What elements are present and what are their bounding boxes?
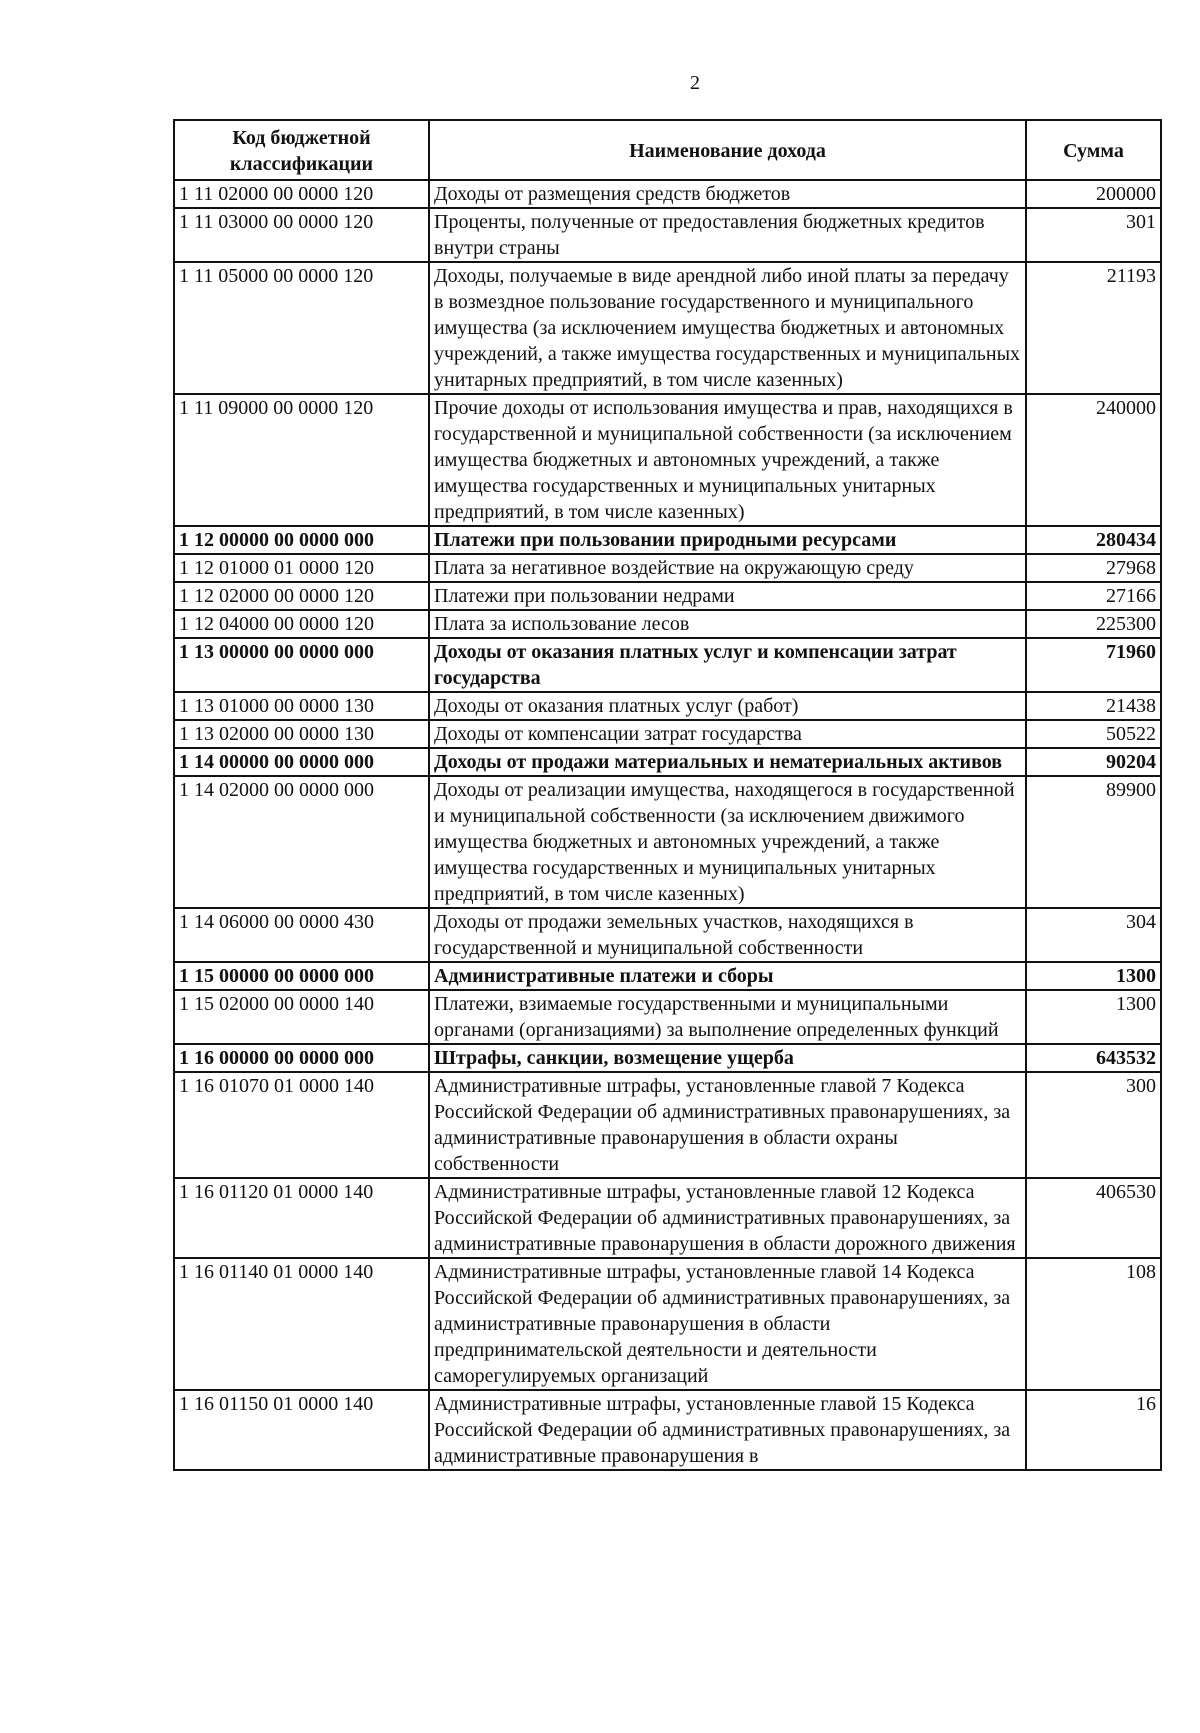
row-amount: 1300 (1026, 962, 1161, 990)
table-body (174, 180, 1161, 1470)
row-code: 1 16 01120 01 0000 140 (174, 1178, 429, 1258)
row-code: 1 13 02000 00 0000 130 (174, 720, 429, 748)
row-amount: 27166 (1026, 582, 1161, 610)
row-amount: 280434 (1026, 526, 1161, 554)
row-code: 1 14 02000 00 0000 000 (174, 776, 429, 908)
row-amount: 225300 (1026, 610, 1161, 638)
row-code: 1 16 00000 00 0000 000 (174, 1044, 429, 1072)
row-code: 1 16 01140 01 0000 140 (174, 1258, 429, 1390)
table-row (174, 748, 1161, 776)
row-name: Платежи при пользовании природными ресурсами (429, 526, 1026, 554)
table-row (174, 1178, 1161, 1258)
row-name: Доходы от компенсации затрат государства (429, 720, 1026, 748)
table-row (174, 692, 1161, 720)
table-row (174, 394, 1161, 526)
row-name: Административные штрафы, установленные главой 7 Кодекса Российской Федерации об административных правонарушениях, за административные правонарушения в области охраны собственности (429, 1072, 1026, 1178)
row-name: Административные штрафы, установленные главой 12 Кодекса Российской Федерации об административных правонарушениях, за административные правонарушения в области дорожного движения (429, 1178, 1026, 1258)
row-amount: 301 (1026, 208, 1161, 262)
table-row (174, 208, 1161, 262)
row-name: Административные штрафы, установленные главой 15 Кодекса Российской Федерации об административных правонарушениях, за административные правонарушения в (429, 1390, 1026, 1470)
row-amount: 643532 (1026, 1044, 1161, 1072)
row-amount: 71960 (1026, 638, 1161, 692)
row-amount: 406530 (1026, 1178, 1161, 1258)
row-name: Доходы от реализации имущества, находящегося в государственной и муниципальной собственности (за исключением движимого имущества бюджетных и автономных учреждений, а также имущества государственных и муниципальных унитарных предприятий, в том числе казенных) (429, 776, 1026, 908)
row-code: 1 14 06000 00 0000 430 (174, 908, 429, 962)
row-amount: 16 (1026, 1390, 1161, 1470)
row-code: 1 12 04000 00 0000 120 (174, 610, 429, 638)
table-row (174, 990, 1161, 1044)
table-row (174, 720, 1161, 748)
revenue-table (173, 119, 1162, 1471)
table-row (174, 1258, 1161, 1390)
row-code: 1 11 05000 00 0000 120 (174, 262, 429, 394)
row-amount: 21193 (1026, 262, 1161, 394)
table-row (174, 526, 1161, 554)
table-row (174, 1390, 1161, 1470)
header-code: Код бюджетной классификации (174, 120, 429, 180)
row-amount: 300 (1026, 1072, 1161, 1178)
row-code: 1 11 09000 00 0000 120 (174, 394, 429, 526)
row-name: Проценты, полученные от предоставления бюджетных кредитов внутри страны (429, 208, 1026, 262)
row-name: Доходы от продажи земельных участков, находящихся в государственной и муниципальной собственности (429, 908, 1026, 962)
table-row (174, 962, 1161, 990)
row-code: 1 12 02000 00 0000 120 (174, 582, 429, 610)
row-amount: 200000 (1026, 180, 1161, 208)
row-code: 1 11 03000 00 0000 120 (174, 208, 429, 262)
row-amount: 21438 (1026, 692, 1161, 720)
row-name: Плата за использование лесов (429, 610, 1026, 638)
row-name: Платежи при пользовании недрами (429, 582, 1026, 610)
row-amount: 89900 (1026, 776, 1161, 908)
table-row (174, 554, 1161, 582)
row-amount: 304 (1026, 908, 1161, 962)
row-amount: 240000 (1026, 394, 1161, 526)
row-code: 1 15 00000 00 0000 000 (174, 962, 429, 990)
row-name: Административные штрафы, установленные главой 14 Кодекса Российской Федерации об административных правонарушениях, за административные правонарушения в области предпринимательской деятельности и деятельности саморегулируемых организаций (429, 1258, 1026, 1390)
row-amount: 1300 (1026, 990, 1161, 1044)
table-row (174, 1072, 1161, 1178)
row-name: Доходы, получаемые в виде арендной либо иной платы за передачу в возмездное пользование государственного и муниципального имущества (за исключением имущества бюджетных и автономных учреждений, а также имущества государственных и муниципальных унитарных предприятий, в том числе казенных) (429, 262, 1026, 394)
table-row (174, 1044, 1161, 1072)
table-header-row (174, 120, 1161, 180)
row-code: 1 11 02000 00 0000 120 (174, 180, 429, 208)
row-name: Штрафы, санкции, возмещение ущерба (429, 1044, 1026, 1072)
header-amount: Сумма (1026, 120, 1161, 180)
row-name: Прочие доходы от использования имущества и прав, находящихся в государственной и муниципальной собственности (за исключением имущества бюджетных и автономных учреждений, а также имущества государственных и муниципальных унитарных предприятий, в том числе казенных) (429, 394, 1026, 526)
row-code: 1 16 01150 01 0000 140 (174, 1390, 429, 1470)
row-code: 1 13 01000 00 0000 130 (174, 692, 429, 720)
row-name: Доходы от оказания платных услуг (работ) (429, 692, 1026, 720)
row-code: 1 15 02000 00 0000 140 (174, 990, 429, 1044)
row-code: 1 14 00000 00 0000 000 (174, 748, 429, 776)
table-row (174, 262, 1161, 394)
row-name: Доходы от размещения средств бюджетов (429, 180, 1026, 208)
row-amount: 108 (1026, 1258, 1161, 1390)
page-number: 2 (690, 72, 700, 94)
row-name: Платежи, взимаемые государственными и муниципальными органами (организациями) за выполнение определенных функций (429, 990, 1026, 1044)
row-code: 1 12 01000 01 0000 120 (174, 554, 429, 582)
row-name: Административные платежи и сборы (429, 962, 1026, 990)
header-name: Наименование дохода (429, 120, 1026, 180)
table-row (174, 776, 1161, 908)
row-code: 1 13 00000 00 0000 000 (174, 638, 429, 692)
row-name: Доходы от продажи материальных и нематериальных активов (429, 748, 1026, 776)
table-row (174, 638, 1161, 692)
row-name: Плата за негативное воздействие на окружающую среду (429, 554, 1026, 582)
table-row (174, 582, 1161, 610)
table-row (174, 610, 1161, 638)
row-name: Доходы от оказания платных услуг и компенсации затрат государства (429, 638, 1026, 692)
row-amount: 50522 (1026, 720, 1161, 748)
row-amount: 90204 (1026, 748, 1161, 776)
table-row (174, 180, 1161, 208)
row-code: 1 16 01070 01 0000 140 (174, 1072, 429, 1178)
row-amount: 27968 (1026, 554, 1161, 582)
table-row (174, 908, 1161, 962)
row-code: 1 12 00000 00 0000 000 (174, 526, 429, 554)
